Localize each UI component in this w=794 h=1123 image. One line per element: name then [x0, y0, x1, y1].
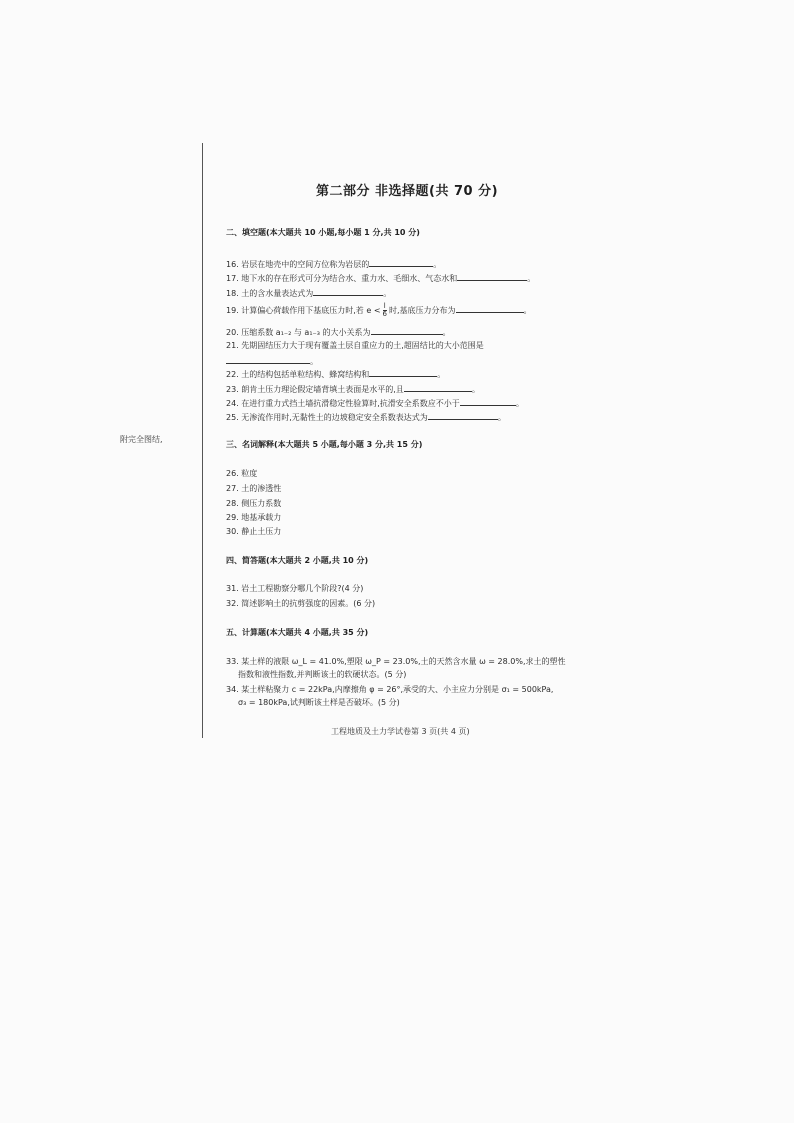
section-fill-in-heading: 二、填空题(本大题共 10 小题,每小题 1 分,共 10 分) — [226, 228, 420, 237]
question-34-line-2: σ₃ = 180kPa,试判断该土样是否破坏。(5 分) — [238, 698, 400, 707]
question-20 — [226, 326, 451, 338]
answer-blank — [456, 304, 524, 313]
question-16-text: 16. 岩层在地壳中的空间方位称为岩层的 — [226, 260, 370, 269]
binding-margin-line — [202, 143, 203, 738]
question-33-line-1: 33. 某土样的液限 ω_L = 41.0%,塑限 ω_P = 23.0%,土的天然含水量 ω = 28.0%,求土的塑性 — [226, 657, 566, 666]
fraction-l-over-6 — [383, 303, 387, 318]
fraction-denominator: 6 — [382, 310, 387, 318]
section-definitions-heading: 三、名词解释(本大题共 5 小题,每小题 3 分,共 15 分) — [226, 440, 423, 449]
question-18 — [226, 287, 391, 299]
page-footer: 工程地质及土力学试卷第 3 页(共 4 页) — [331, 727, 470, 736]
question-23-text: 23. 朗肯土压力理论假定墙背填土表面是水平的,且 — [226, 385, 404, 394]
answer-blank — [226, 355, 310, 364]
question-24-text: 24. 在进行重力式挡土墙抗滑稳定性验算时,抗滑安全系数应不小于 — [226, 399, 460, 408]
part-title: 第二部分 非选择题(共 70 分) — [316, 184, 499, 199]
question-28: 28. 侧压力系数 — [226, 499, 282, 508]
question-17-text: 17. 地下水的存在形式可分为结合水、重力水、毛细水、气态水和 — [226, 274, 458, 283]
question-25-text: 25. 无渗流作用时,无黏性土的边坡稳定安全系数表达式为 — [226, 413, 428, 422]
question-34-line-1: 34. 某土样粘聚力 c = 22kPa,内摩擦角 φ = 26°,承受的大、小主应力分别是 σ₁ = 500kPa, — [226, 685, 554, 694]
question-32: 32. 简述影响土的抗剪强度的因素。(6 分) — [226, 599, 376, 608]
question-21-end: 。 — [310, 357, 318, 366]
answer-blank — [457, 272, 527, 281]
answer-blank — [313, 287, 383, 296]
question-27: 27. 土的渗透性 — [226, 484, 282, 493]
question-23-end: 。 — [471, 385, 480, 394]
question-19-end: 。 — [523, 306, 532, 315]
question-22-text: 22. 土的结构包括单粒结构、蜂窝结构和 — [226, 370, 370, 379]
question-30: 30. 静止土压力 — [226, 527, 282, 536]
question-17 — [226, 272, 535, 284]
question-16 — [226, 258, 441, 270]
question-21-text: 21. 先期固结压力大于现有覆盖土层自重应力的土,超固结比的大小范围是 — [226, 341, 484, 350]
question-20-end: 。 — [442, 328, 451, 337]
section-short-answer-heading: 四、简答题(本大题共 2 小题,共 10 分) — [226, 556, 369, 565]
answer-blank — [371, 326, 443, 335]
answer-blank — [369, 258, 433, 267]
question-26: 26. 粒度 — [226, 469, 258, 478]
answer-blank — [460, 397, 516, 406]
question-19-text-a: 19. 计算偏心荷载作用下基底压力时,若 e < — [226, 306, 381, 315]
question-21 — [226, 341, 484, 351]
question-18-text: 18. 土的含水量表达式为 — [226, 289, 314, 298]
question-33-line-2: 指数和液性指数,并判断该土的软硬状态。(5 分) — [238, 670, 407, 679]
question-25 — [226, 411, 506, 423]
question-21-continued — [226, 355, 318, 367]
answer-blank — [428, 411, 498, 420]
question-31: 31. 岩土工程勘察分哪几个阶段?(4 分) — [226, 584, 364, 593]
question-19-text-b: 时,基底压力分布为 — [389, 306, 456, 315]
question-24 — [226, 397, 524, 409]
fraction-numerator: l — [383, 302, 386, 310]
question-29: 29. 地基承载力 — [226, 513, 282, 522]
question-20-text: 20. 压缩系数 a₁₋₂ 与 a₁₋₃ 的大小关系为 — [226, 328, 371, 337]
section-calculation-heading: 五、计算题(本大题共 4 小题,共 35 分) — [226, 628, 369, 637]
question-16-end: 。 — [433, 260, 442, 269]
binding-side-note: 附完全图结, — [120, 435, 163, 444]
question-22 — [226, 368, 445, 380]
question-24-end: 。 — [515, 399, 524, 408]
question-18-end: 。 — [383, 289, 392, 298]
question-17-end: 。 — [527, 274, 536, 283]
question-23 — [226, 383, 480, 395]
question-22-end: 。 — [437, 370, 446, 379]
answer-blank — [369, 368, 437, 377]
answer-blank — [404, 383, 472, 392]
question-25-end: 。 — [497, 413, 506, 422]
question-19 — [226, 303, 532, 318]
